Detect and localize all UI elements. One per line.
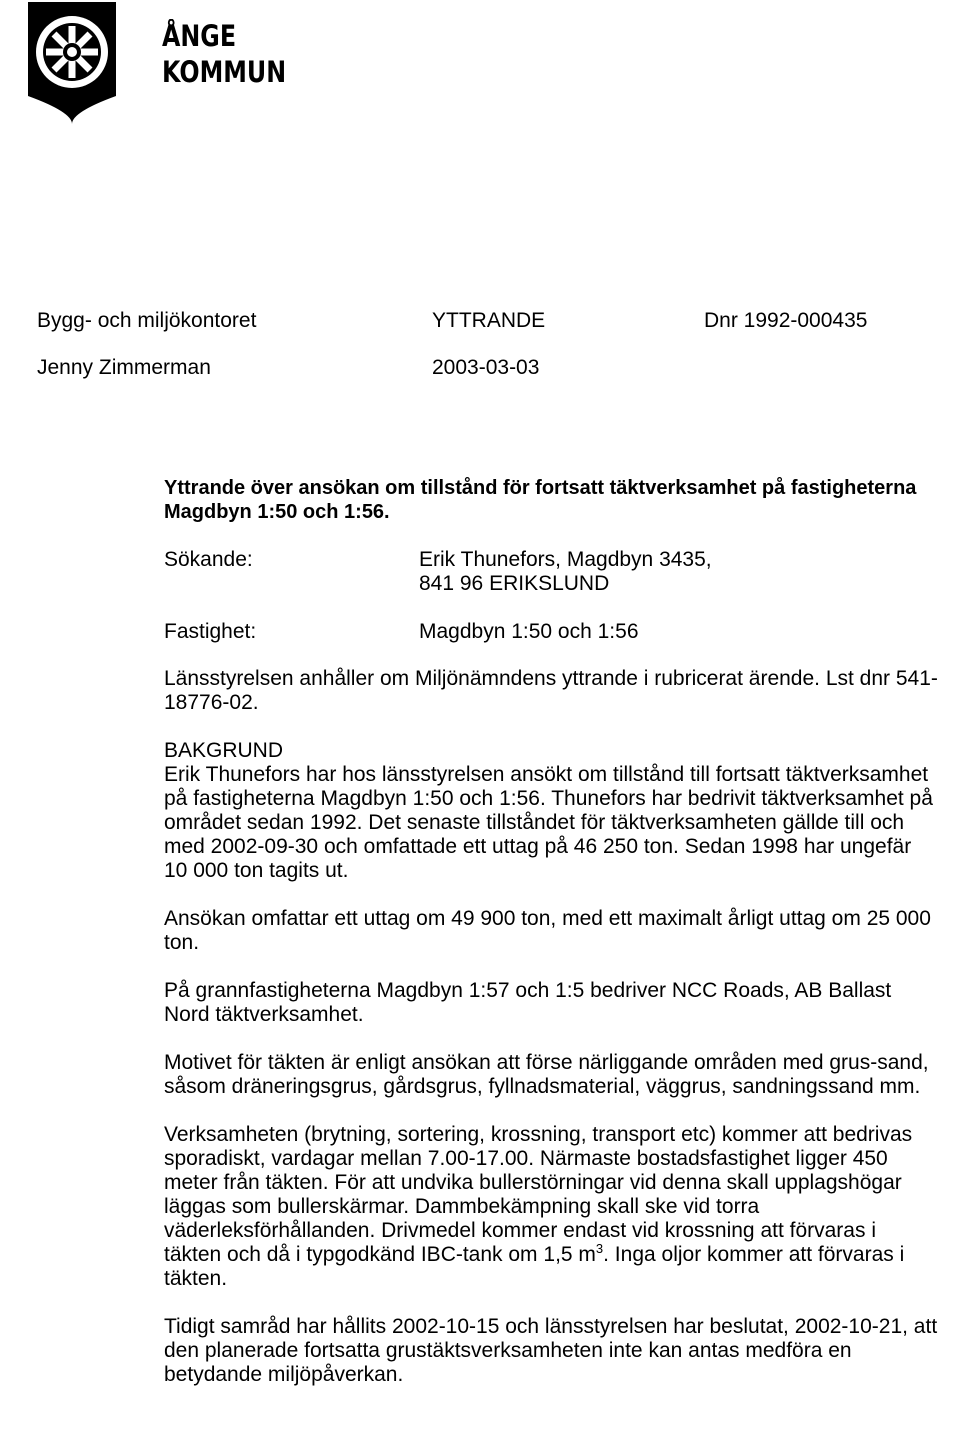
paragraph-4: Motivet för täkten är enligt ansökan att förse närliggande områden med grus-sand, såsom dräneringsgrus, gårdsgrus, fyllnadsmaterial, väggrus, sandningssand mm. xyxy=(164,1051,929,1098)
applicant-line-2: 841 96 ERIKSLUND xyxy=(419,572,610,595)
office-name: Bygg- och miljökontoret xyxy=(37,309,257,332)
section-heading: BAKGRUND xyxy=(164,739,284,762)
property-label: Fastighet: xyxy=(164,620,257,643)
applicant-line-1: Erik Thunefors, Magdbyn 3435, xyxy=(419,548,712,571)
intro-paragraph: Länsstyrelsen anhåller om Miljönämndens yttrande i rubricerat ärende. Lst dnr 541-18776-02. xyxy=(164,667,938,714)
applicant-label: Sökande: xyxy=(164,548,253,571)
municipality-logo xyxy=(22,0,287,126)
case-number: Dnr 1992-000435 xyxy=(704,309,868,332)
paragraph-6: Tidigt samråd har hållits 2002-10-15 och länsstyrelsen har beslutat, 2002-10-21, att den planerade fortsatta grustäktsverksamheten inte kan antas medföra en betydande miljöpåverkan. xyxy=(164,1315,938,1386)
paragraph-2: Ansökan omfattar ett uttag om 49 900 ton, med ett maximalt årligt uttag om 25 000 ton. xyxy=(164,907,931,954)
document-title: Yttrande över ansökan om tillstånd för fortsatt täktverksamhet på fastigheterna Magdbyn 1:50 och 1:56. xyxy=(164,477,917,523)
logo-line-2: KOMMUN xyxy=(162,55,287,89)
document-date: 2003-03-03 xyxy=(432,356,540,379)
paragraph-5 xyxy=(164,1123,939,1291)
document-type: YTTRANDE xyxy=(432,309,546,332)
author-name: Jenny Zimmerman xyxy=(37,356,211,379)
paragraph-1: Erik Thunefors har hos länsstyrelsen ansökt om tillstånd till fortsatt täktverksamhet på fastigheterna Magdbyn 1:50 och 1:56. Thunefors har bedrivit täktverksamhet på området sedan 1992. Det senaste tillståndet för täktverksamheten gällde till och med 2002-09-30 och omfattade ett uttag på 46 250 ton. Sedan 1998 har ungefär 10 000 ton tagits ut. xyxy=(164,763,933,882)
wheel-shield-icon xyxy=(22,0,122,126)
document-body xyxy=(164,667,939,1411)
property-value: Magdbyn 1:50 och 1:56 xyxy=(419,620,639,643)
superscript-3: 3 xyxy=(595,1241,604,1256)
paragraph-3: På grannfastigheterna Magdbyn 1:57 och 1:5 bedriver NCC Roads, AB Ballast Nord täktverksamhet. xyxy=(164,979,892,1026)
logo-line-1: ÅNGE xyxy=(162,19,237,53)
paragraph-5-text-b: . Inga oljor kommer att förvaras i täkten. xyxy=(164,1243,905,1290)
paragraph-5-text-a: Verksamheten (brytning, sortering, krossning, transport etc) kommer att bedrivas sporadiskt, vardagar mellan 7.00-17.00. Närmaste bostadsfastighet ligger 450 meter från täkten. För att undvika bullerstörningar vid denna skall upplagshögar läggas som bullerskärmar. Dammbekämpning skall ske vid torra väderleksförhållanden. Drivmedel kommer endast vid krossning att förvaras i täkten och då i typgodkänd IBC-tank om 1,5 m xyxy=(164,1123,913,1266)
